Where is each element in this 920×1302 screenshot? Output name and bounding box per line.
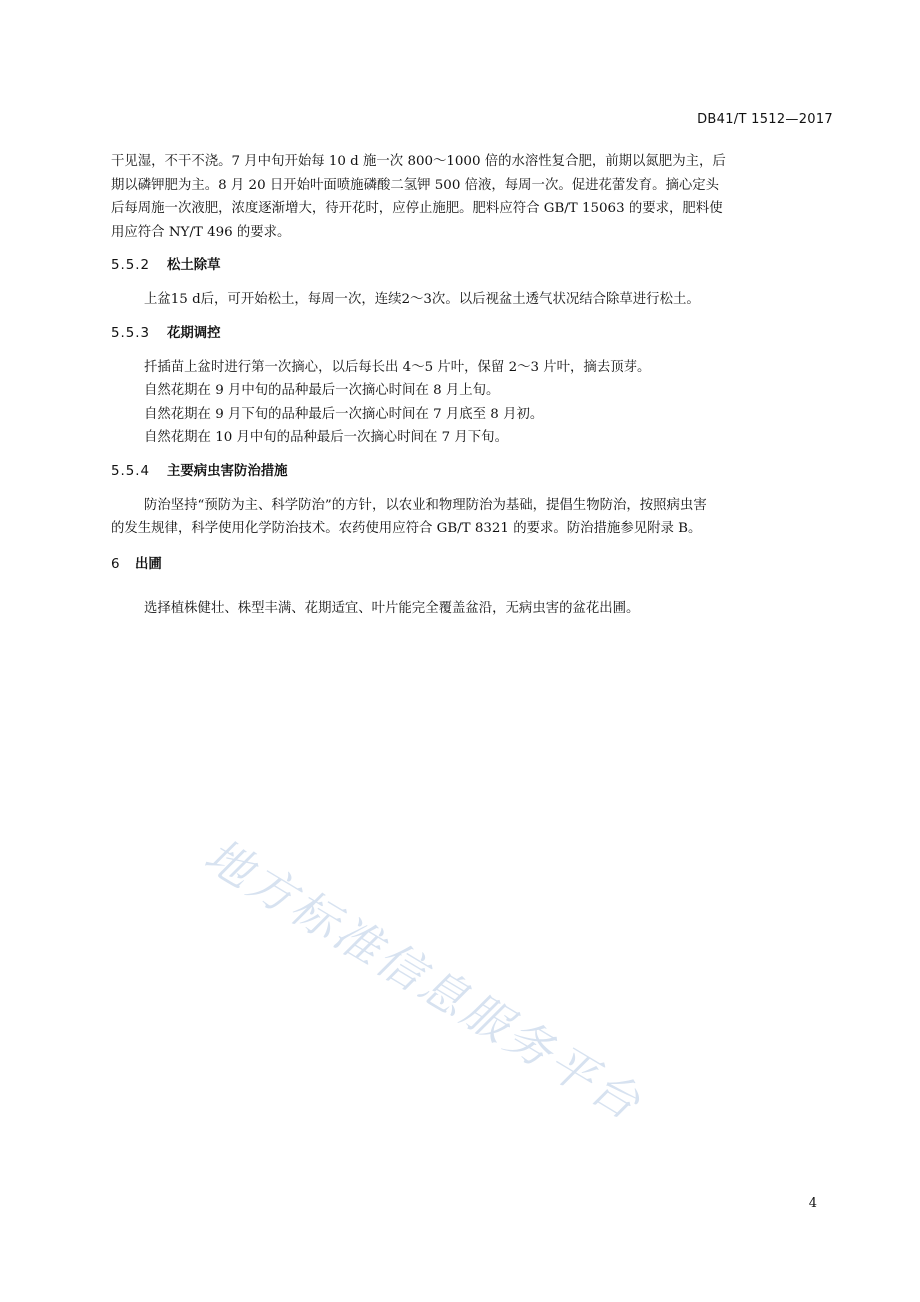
section-number: 5.5.3 [111, 325, 151, 341]
document-code: DB41/T 1512—2017 [697, 112, 833, 127]
section-number: 5.5.4 [111, 463, 151, 479]
paragraph-line: 干见湿，不干不浇。7 月中旬开始每 10 d 施一次 800～1000 倍的水溶性复合肥，前期以氮肥为主，后 [111, 154, 726, 169]
page-content [111, 150, 833, 620]
watermark-text: 地方标准信息服务平台 [195, 827, 652, 1132]
paragraph-line: 自然花期在 9 月中旬的品种最后一次摘心时间在 8 月上旬。 [144, 383, 500, 398]
section-heading-5-5-3 [111, 322, 833, 346]
page-number: 4 [808, 1196, 817, 1211]
paragraph-line: 后每周施一次液肥，浓度逐渐增大，待开花时，应停止施肥。肥料应符合 GB/T 15063 的要求，肥料使 [111, 201, 723, 216]
loosening-paragraph [111, 288, 833, 312]
section-title: 花期调控 [167, 325, 221, 341]
fertilizer-paragraph [111, 150, 833, 244]
paragraph-line: 期以磷钾肥为主。8 月 20 日开始叶面喷施磷酸二氢钾 500 倍液，每周一次。促进花蕾发育。摘心定头 [111, 177, 720, 193]
pest-control-paragraph [111, 494, 833, 541]
nursery-exit-paragraph [111, 597, 833, 621]
section-number: 5.5.2 [111, 258, 151, 273]
paragraph-line: 用应符合 NY/T 496 的要求。 [111, 224, 291, 240]
section-title: 主要病虫害防治措施 [167, 463, 288, 479]
paragraph-line: 自然花期在 9 月下旬的品种最后一次摘心时间在 7 月底至 8 月初。 [144, 406, 544, 422]
section-heading-5-5-4 [111, 460, 833, 484]
section-heading-6 [111, 553, 833, 577]
section-heading-5-5-2 [111, 254, 833, 278]
paragraph-line: 上盆15 d后，可开始松土，每周一次，连续2～3次。以后视盆土透气状况结合除草进行松土。 [144, 292, 700, 307]
section-title: 松土除草 [167, 258, 221, 273]
paragraph-line: 扦插苗上盆时进行第一次摘心，以后每长出 4～5 片叶，保留 2～3 片叶，摘去顶芽。 [144, 359, 651, 375]
paragraph-line: 的发生规律，科学使用化学防治技术。农药使用应符合 GB/T 8321 的要求。防治措施参见附录 B。 [111, 521, 702, 536]
paragraph-line: 防治坚持“预防为主、科学防治”的方针，以农业和物理防治为基础，提倡生物防治，按照病虫害 [144, 497, 707, 513]
paragraph-line: 自然花期在 10 月中旬的品种最后一次摘心时间在 7 月下旬。 [144, 430, 508, 445]
paragraph-line: 选择植株健壮、株型丰满、花期适宜、叶片能完全覆盖盆沿，无病虫害的盆花出圃。 [144, 600, 640, 616]
section-number: 6 [111, 556, 121, 572]
flowering-control-paragraph [111, 356, 833, 450]
section-title: 出圃 [135, 556, 162, 572]
